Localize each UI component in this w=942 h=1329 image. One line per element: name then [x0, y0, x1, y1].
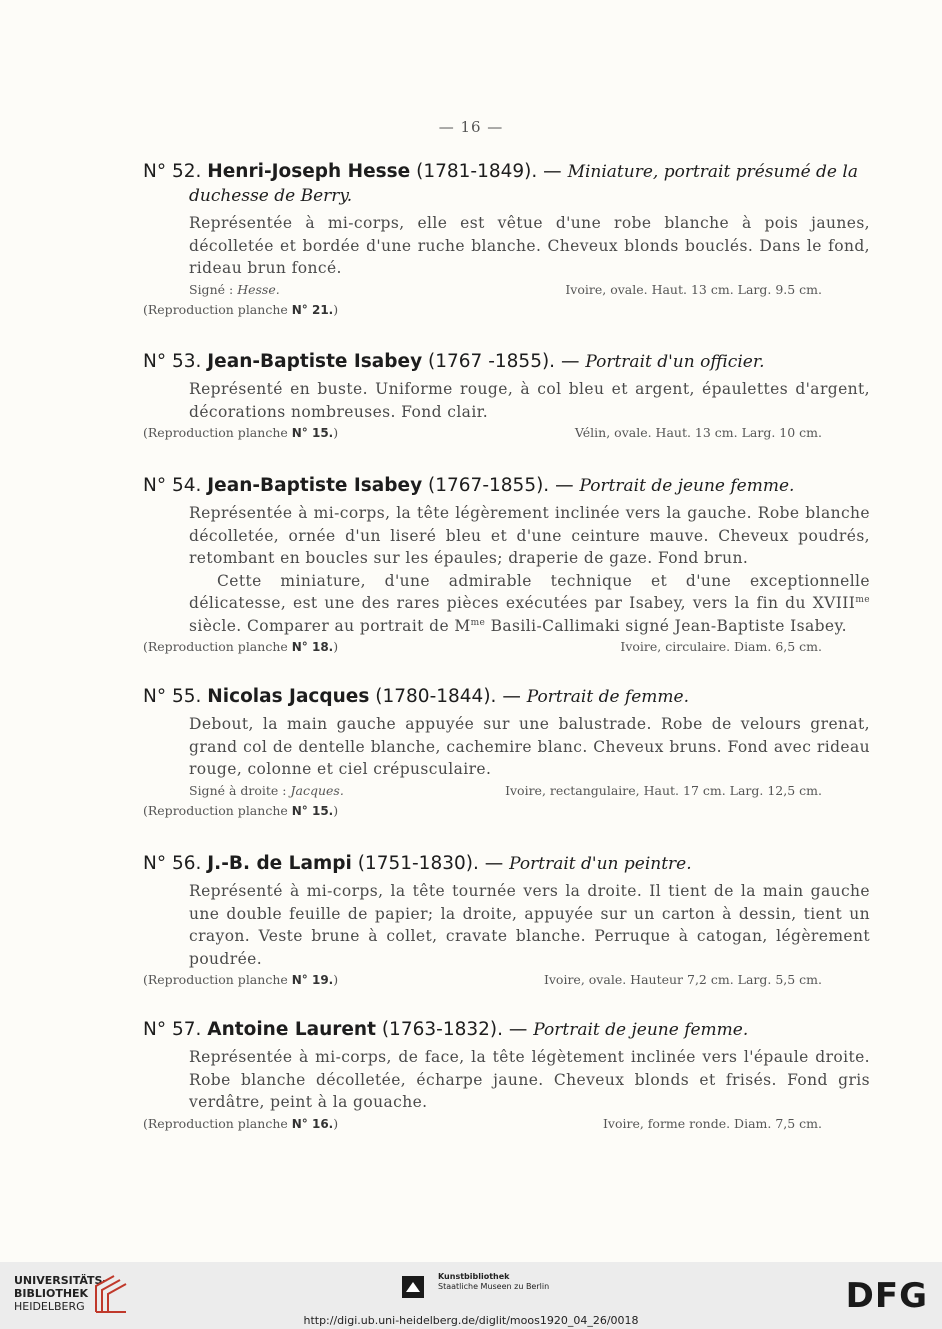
reproduction-line [143, 425, 870, 445]
kunstbibliothek-icon [400, 1274, 426, 1300]
reproduction-ref [143, 1116, 338, 1131]
plate-number: N° 15. [291, 426, 334, 440]
kunstbibliothek-label [438, 1272, 549, 1292]
superscript: me [470, 617, 486, 628]
dash-separator: — [560, 351, 580, 372]
entry-heading [143, 852, 870, 876]
p2-part-c: Basili-Callimaki signé Jean-Baptiste Isabey. [485, 616, 847, 635]
material-dimensions: Ivoire, circulaire. Diam. 6,5 cm. [620, 639, 822, 654]
catalogue-entry-52 [143, 160, 870, 322]
repro-label: (Reproduction planche [143, 639, 288, 654]
description-paragraph: Représentée à mi-corps, elle est vêtue d'une robe blanche à pois jaunes, décolletée et bordée d'une ruche blanche. Cheveux blonds bouclés. Dans le fond, rideau brun foncé. [189, 214, 870, 277]
reproduction-ref [143, 302, 338, 317]
material-dimensions: Ivoire, forme ronde. Diam. 7,5 cm. [602, 1115, 822, 1131]
description-paragraph: Debout, la main gauche appuyée sur une balustrade. Robe de velours grenat, grand col de dentelle blanche, cachemire blanc. Cheveux bruns. Fond avec rideau rouge, colonne et ciel crépusculaire. [189, 715, 870, 778]
artist-dates: (1767 -1855). [428, 351, 556, 372]
page-number: — 16 — [438, 118, 504, 136]
entry-heading [143, 350, 870, 374]
repro-label: (Reproduction planche [143, 425, 288, 440]
entry-description [189, 713, 870, 781]
signed-label: Signé à droite : [189, 782, 287, 798]
repro-close: ) [333, 301, 339, 317]
artist-dates: (1767-1855). [428, 475, 550, 496]
description-paragraph: Représenté en buste. Uniforme rouge, à col bleu et argent, épaulettes d'argent, décorations nombreuses. Fond clair. [189, 380, 870, 421]
entry-description [189, 1046, 870, 1114]
plate-number: N° 18. [291, 640, 334, 654]
entry-number: N° 54. [143, 475, 202, 496]
uni-line-2: BIBLIOTHEK [14, 1287, 89, 1300]
artist-dates: (1780-1844). [375, 686, 497, 707]
uni-line-1: UNIVERSITÄTS- [14, 1274, 108, 1287]
entry-description [189, 880, 870, 970]
entry-number: N° 56. [143, 853, 202, 874]
plate-number: N° 21. [291, 302, 334, 317]
artist-name: Jean-Baptiste Isabey [207, 351, 423, 372]
entry-number: N° 53. [143, 351, 202, 372]
artist-name: Antoine Laurent [207, 1019, 376, 1040]
entry-number: N° 57. [143, 1019, 202, 1040]
artist-name: Jean-Baptiste Isabey [207, 475, 423, 496]
repro-close: ) [333, 425, 339, 440]
material-dimensions: Ivoire, ovale. Hauteur 7,2 cm. Larg. 5,5 cm. [543, 972, 822, 987]
signature [189, 282, 280, 297]
reproduction-ref [143, 803, 338, 818]
reproduction-line [143, 302, 870, 322]
university-library-icon [92, 1272, 128, 1314]
p2-part-a: Cette miniature, d'une admirable technique et d'une exceptionnelle délicatesse, est une des rares pièces exécutées par Isabey, vers la fin du XVIII [189, 571, 870, 612]
artist-dates: (1781-1849). [416, 161, 538, 182]
entry-heading [143, 474, 870, 498]
reproduction-line [143, 803, 870, 823]
material-dimensions: Vélin, ovale. Haut. 13 cm. Larg. 10 cm. [574, 425, 822, 440]
superscript: me [855, 594, 870, 605]
artist-dates: (1763-1832). [381, 1019, 503, 1040]
catalogue-entry-57 [143, 1018, 870, 1136]
dash-separator: — [502, 686, 521, 707]
description-paragraph: Représentée à mi-corps, de face, la tête légètement inclinée vers l'épaule droite. Robe blanche décolletée, écharpe jaune. Cheveux blonds et frisés. Fond gris verdâtre, peint à la gouache. [189, 1048, 870, 1111]
reproduction-ref [143, 639, 338, 654]
work-title: Portrait de jeune femme. [579, 476, 795, 496]
dash-separator: — [484, 853, 504, 874]
signature-line [143, 282, 870, 302]
material-dimensions: Ivoire, ovale. Haut. 13 cm. Larg. 9.5 cm. [565, 281, 822, 297]
catalogue-entry-54 [143, 474, 870, 659]
signed-name: Jacques. [290, 782, 344, 798]
work-title: Portrait d'un officier. [585, 352, 765, 372]
artist-name: J.-B. de Lampi [207, 853, 352, 874]
work-title: Miniature, portrait présumé de la duchesse de Berry. [189, 162, 858, 206]
entry-number: N° 55. [143, 686, 202, 707]
description-paragraph-2 [189, 570, 870, 638]
repro-close: ) [333, 972, 339, 987]
plate-number: N° 16. [291, 1116, 334, 1131]
artist-dates: (1751-1830). [357, 853, 479, 874]
dash-separator: — [508, 1019, 528, 1040]
entry-description [189, 378, 870, 423]
entry-description [189, 502, 870, 637]
entry-heading [143, 1018, 870, 1042]
signature-line [143, 783, 870, 803]
catalogue-entry-56 [143, 852, 870, 992]
repro-label: (Reproduction planche [143, 972, 288, 987]
reproduction-line [143, 972, 870, 992]
signed-label: Signé : [189, 281, 234, 297]
reproduction-line [143, 639, 870, 659]
source-url[interactable]: http://digi.ub.uni-heidelberg.de/diglit/moos1920_04_26/0018 [303, 1314, 639, 1327]
dash-separator: — [555, 475, 574, 496]
work-title: Portrait de jeune femme. [533, 1020, 749, 1040]
reproduction-ref [143, 972, 338, 987]
reproduction-line [143, 1116, 870, 1136]
catalogue-entry-53 [143, 350, 870, 445]
repro-label: (Reproduction planche [143, 301, 288, 317]
repro-label: (Reproduction planche [143, 1115, 288, 1131]
kb-line-1: Kunstbibliothek [438, 1272, 510, 1281]
uni-line-3: HEIDELBERG [14, 1300, 85, 1313]
plate-number: N° 19. [291, 973, 334, 987]
entry-number: N° 52. [143, 161, 202, 182]
description-paragraph: Représenté à mi-corps, la tête tournée vers la droite. Il tient de la main gauche une double feuille de papier; la droite, appuyée sur un carton à dessin, tient un crayon. Veste brune à collet, cravate blanche. Perruque à catogan, légèrement poudrée. [189, 882, 870, 968]
dash-separator: — [543, 161, 562, 182]
repro-close: ) [333, 1115, 339, 1131]
repro-label: (Reproduction planche [143, 802, 288, 818]
description-paragraph: Représentée à mi-corps, la tête légèrement inclinée vers la gauche. Robe blanche décolletée, ornée d'un liseré bleu et d'une ceinture mauve. Cheveux poudrés, retombant en boucles sur les épaules; draperie de gaze. Fond brun. [189, 504, 870, 567]
reproduction-ref [143, 425, 338, 440]
work-title: Portrait de femme. [526, 687, 689, 707]
material-dimensions: Ivoire, rectangulaire, Haut. 17 cm. Larg. 12,5 cm. [505, 782, 822, 798]
kb-line-2: Staatliche Museen zu Berlin [438, 1282, 550, 1291]
artist-name: Henri-Joseph Hesse [207, 161, 411, 182]
p2-part-b: siècle. Comparer au portrait de M [189, 616, 471, 635]
entry-heading [143, 160, 870, 208]
plate-number: N° 15. [291, 803, 334, 818]
signature [189, 783, 344, 798]
signed-name: Hesse. [237, 281, 280, 297]
dfg-logo: DFG [845, 1276, 928, 1316]
catalogue-entry-55 [143, 685, 870, 823]
work-title: Portrait d'un peintre. [509, 854, 692, 874]
repro-close: ) [333, 802, 339, 818]
repro-close: ) [333, 639, 339, 654]
artist-name: Nicolas Jacques [207, 686, 370, 707]
entry-heading [143, 685, 870, 709]
entry-description [189, 212, 870, 280]
